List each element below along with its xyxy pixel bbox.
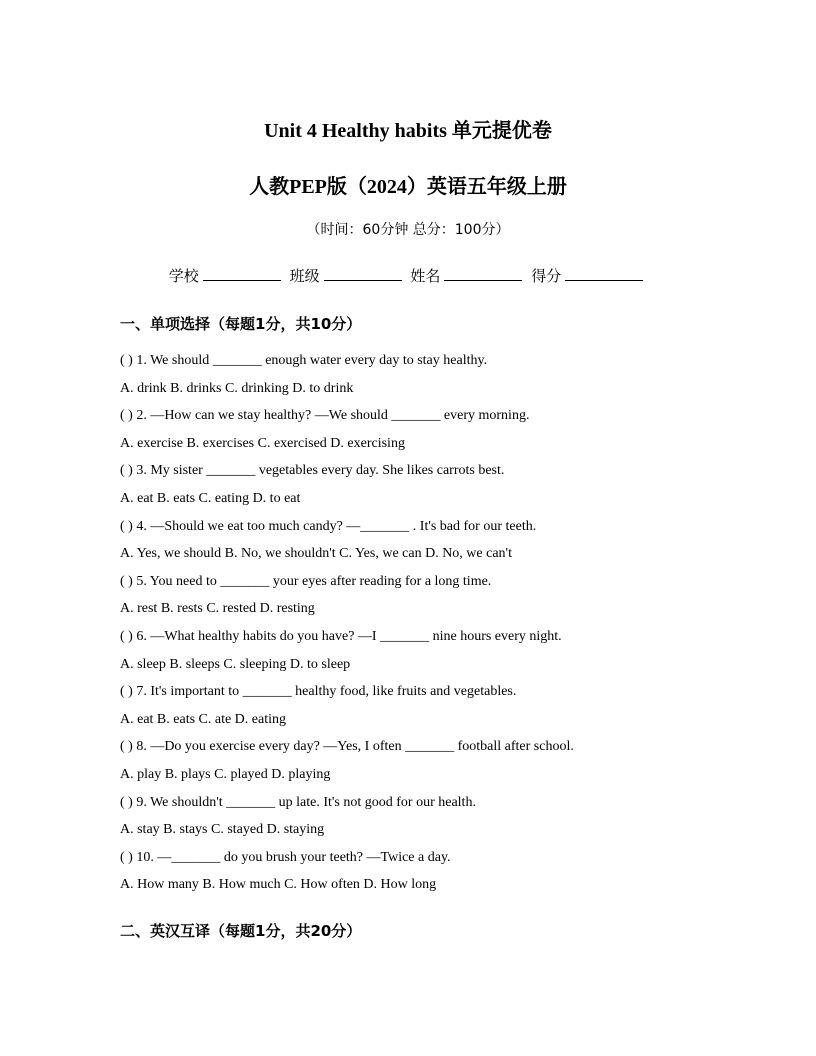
question-stem: ( ) 1. We should _______ enough water every day to stay healthy.	[120, 353, 488, 368]
school-blank[interactable]	[203, 266, 281, 281]
question-options: A. eat B. eats C. ate D. eating	[120, 711, 287, 727]
question-options: A. rest B. rests C. rested D. resting	[120, 601, 315, 617]
question-options: A. stay B. stays C. stayed D. staying	[120, 822, 325, 838]
section-heading-1: 一、单项选择（每题1分，共10分）	[120, 315, 362, 333]
exam-subtitle-edition: 人教PEP版（2024）英语五年级上册	[249, 176, 567, 198]
question-stem: ( ) 2. —How can we stay healthy? —We should _______ every morning.	[120, 408, 530, 424]
student-info-row	[0, 265, 816, 286]
question-stem: ( ) 6. —What healthy habits do you have? —I _______ nine hours every night.	[120, 628, 562, 644]
question-stem: ( ) 5. You need to _______ your eyes after reading for a long time.	[120, 573, 492, 589]
question-list	[120, 350, 720, 902]
class-blank[interactable]	[324, 266, 402, 281]
exam-time-score: （时间：60分钟 总分：100分）	[306, 222, 510, 238]
question-stem: ( ) 10. —_______ do you brush your teeth? —Twice a day.	[120, 849, 451, 865]
question-options: A. play B. plays C. played D. playing	[120, 766, 331, 782]
section-heading-2: 二、英汉互译（每题1分，共20分）	[120, 922, 362, 940]
question-options: A. exercise B. exercises C. exercised D. exercising	[120, 435, 405, 451]
question-options: A. drink B. drinks C. drinking D. to drink	[120, 380, 354, 396]
score-blank[interactable]	[565, 266, 643, 281]
class-label: 班级	[289, 267, 320, 285]
question-stem: ( ) 4. —Should we eat too much candy? —_______ . It's bad for our teeth.	[120, 518, 537, 534]
question-stem: ( ) 9. We shouldn't _______ up late. It's not good for our health.	[120, 794, 476, 810]
question-stem: ( ) 8. —Do you exercise every day? —Yes, I often _______ football after school.	[120, 739, 574, 755]
exam-title: Unit 4 Healthy habits 单元提优卷	[264, 120, 552, 142]
school-label: 学校	[168, 267, 199, 285]
name-blank[interactable]	[444, 266, 522, 281]
question-stem: ( ) 7. It's important to _______ healthy food, like fruits and vegetables.	[120, 684, 517, 700]
question-options: A. sleep B. sleeps C. sleeping D. to sleep	[120, 656, 351, 672]
question-options: A. Yes, we should B. No, we shouldn't C. Yes, we can D. No, we can't	[120, 546, 512, 562]
name-label: 姓名	[410, 267, 441, 285]
question-stem: ( ) 3. My sister _______ vegetables every day. She likes carrots best.	[120, 463, 505, 479]
question-options: A. eat B. eats C. eating D. to eat	[120, 490, 301, 506]
score-label: 得分	[531, 267, 562, 285]
question-options: A. How many B. How much C. How often D. How long	[120, 877, 437, 893]
